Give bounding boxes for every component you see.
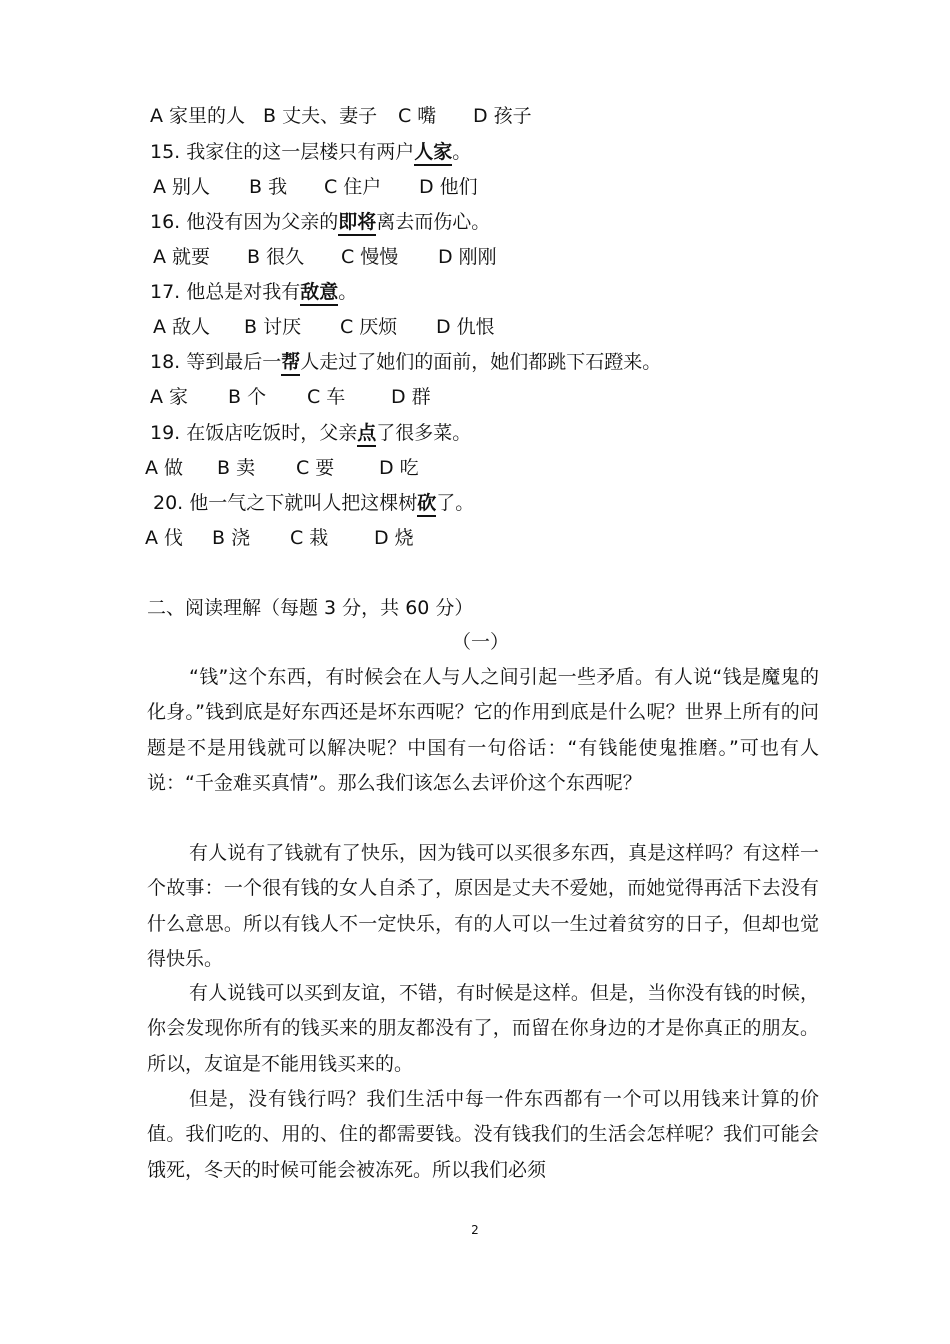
option-b: B 浇 [212, 527, 251, 549]
option-a: A 别人 [153, 176, 211, 198]
option-d: D 吃 [379, 457, 419, 479]
question-15-options [153, 175, 478, 199]
section-subtitle: （一） [452, 631, 510, 653]
option-c: C 嘴 [398, 105, 437, 127]
keyword: 帮 [281, 351, 300, 376]
option-b: B 卖 [217, 457, 256, 479]
option-a: A 家里的人 [150, 105, 246, 127]
reading-paragraph-2: 有人说有了钱就有了快乐，因为钱可以买很多东西，真是这样吗？有这样一个故事：一个很有钱的女人自杀了，原因是丈夫不爱她，而她觉得再活下去没有什么意思。所以有钱人不一定快乐，有的人可以一生过着贫穷的日子，但却也觉得快乐。 [147, 842, 819, 970]
option-d: D 他们 [419, 176, 478, 198]
question-18-prompt [150, 350, 661, 374]
reading-paragraph-4: 但是，没有钱行吗？我们生活中每一件东西都有一个可以用钱来计算的价值。我们吃的、用的、住的都需要钱。没有钱我们的生活会怎样呢？我们可能会饿死，冬天的时候可能会被冻死。所以我们必须 [147, 1088, 819, 1181]
prompt-text: 16. 他没有因为父亲的 [150, 211, 339, 233]
question-19-prompt [150, 421, 471, 445]
prompt-text-end: 人走过了她们的面前，她们都跳下石蹬来。 [300, 351, 662, 373]
question-17-options [153, 315, 495, 339]
option-b: B 个 [228, 386, 267, 408]
prompt-text: 18. 等到最后一 [150, 351, 282, 373]
option-c: C 栽 [290, 527, 329, 549]
prompt-text-end: 离去而伤心。 [376, 211, 491, 233]
keyword: 点 [357, 422, 376, 447]
option-c: C 要 [296, 457, 335, 479]
option-a: A 就要 [153, 246, 211, 268]
page-number: 2 [471, 1223, 479, 1237]
keyword: 敌意 [300, 281, 338, 306]
option-c: C 慢慢 [341, 246, 399, 268]
prompt-text: 19. 在饭店吃饭时，父亲 [150, 422, 358, 444]
reading-paragraph-1: “钱”这个东西，有时候会在人与人之间引起一些矛盾。有人说“钱是魔鬼的化身。”钱到底是好东西还是坏东西呢？它的作用到底是什么呢？世界上所有的问题是不是用钱就可以解决呢？中国有一句俗话：“有钱能使鬼推磨。”可也有人说：“千金难买真情”。那么我们该怎么去评价这个东西呢？ [147, 666, 819, 794]
option-a: A 伐 [145, 527, 184, 549]
option-a: A 做 [145, 457, 184, 479]
reading-paragraph-3: 有人说钱可以买到友谊，不错，有时候是这样。但是，当你没有钱的时候，你会发现你所有的钱买来的朋友都没有了，而留在你身边的才是你真正的朋友。所以，友谊是不能用钱买来的。 [147, 982, 819, 1075]
option-b: B 我 [249, 176, 288, 198]
question-17-prompt [150, 280, 357, 304]
question-20-prompt [153, 491, 474, 515]
keyword: 即将 [338, 211, 376, 236]
option-b: B 很久 [247, 246, 305, 268]
question-19-options [145, 456, 419, 480]
question-16-options [153, 245, 497, 269]
prompt-text: 20. 他一气之下就叫人把这棵树 [153, 492, 418, 514]
question-16-prompt [150, 210, 490, 234]
keyword: 人家 [414, 141, 452, 166]
option-d: D 烧 [374, 527, 414, 549]
option-a: A 敌人 [153, 316, 211, 338]
keyword: 砍 [417, 492, 436, 517]
question-18-options [150, 385, 431, 409]
option-d: D 仇恨 [436, 316, 495, 338]
option-c: C 厌烦 [340, 316, 398, 338]
prompt-text-end: 了很多菜。 [376, 422, 472, 444]
option-d: D 群 [391, 386, 431, 408]
section-title: 二、阅读理解（每题 3 分，共 60 分） [147, 597, 474, 619]
option-c: C 车 [307, 386, 346, 408]
prompt-text-end: 。 [338, 281, 358, 303]
prompt-text-end: 了。 [436, 492, 475, 514]
option-b: B 丈夫、妻子 [263, 105, 378, 127]
question-20-options [145, 526, 414, 550]
question-14-options [150, 104, 532, 128]
option-d: D 孩子 [473, 105, 532, 127]
option-b: B 讨厌 [244, 316, 302, 338]
option-a: A 家 [150, 386, 189, 408]
option-c: C 住户 [324, 176, 382, 198]
question-15-prompt [150, 140, 471, 164]
option-d: D 刚刚 [438, 246, 497, 268]
prompt-text-end: 。 [452, 141, 472, 163]
prompt-text: 15. 我家住的这一层楼只有两户 [150, 141, 415, 163]
prompt-text: 17. 他总是对我有 [150, 281, 301, 303]
